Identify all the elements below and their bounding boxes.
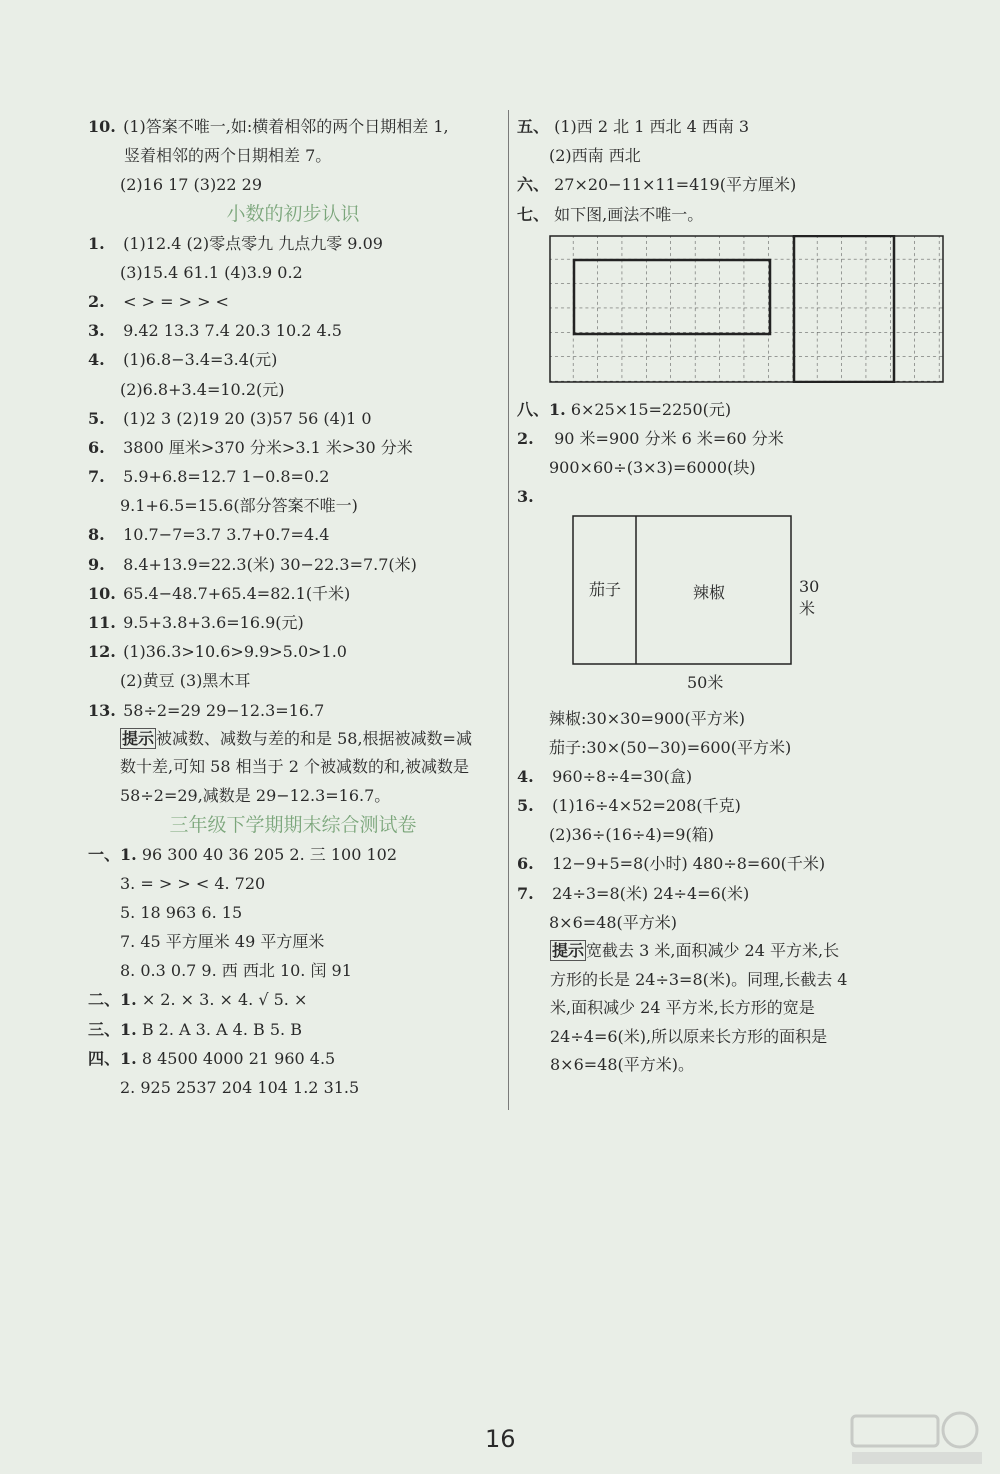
answer-text: (2)黄豆 (3)黑木耳 xyxy=(120,671,251,691)
answer-line xyxy=(88,287,498,316)
answer-text: 9.5+3.8+3.6=16.9(元) xyxy=(123,613,304,632)
answer-line xyxy=(88,491,498,520)
q10-line3: (2)16 17 (3)22 29 xyxy=(120,175,263,195)
answer-line xyxy=(88,608,498,637)
answer-line xyxy=(88,433,498,462)
drawing-grid xyxy=(549,235,957,387)
decimals-answers xyxy=(88,229,498,725)
answer-line xyxy=(517,395,957,424)
answer-line xyxy=(88,927,498,956)
question-number: 四、1. xyxy=(88,1048,137,1068)
answer-line xyxy=(517,733,957,762)
question-number: 7. xyxy=(88,467,105,487)
answer-text: (1)6.8−3.4=3.4(元) xyxy=(123,350,278,370)
answer-text: 茄子:30×(50−30)=600(平方米) xyxy=(549,737,792,757)
answer-text: (2)36÷(16÷4)=9(箱) xyxy=(549,825,714,845)
hint-label: 提示 xyxy=(552,941,585,960)
q10-line1 xyxy=(88,112,498,141)
question-number: 13. xyxy=(88,700,116,720)
question-number: 4. xyxy=(88,350,105,370)
answer-line xyxy=(88,1015,498,1044)
answer-line xyxy=(517,453,957,482)
answer-text: 9.42 13.3 7.4 20.3 10.2 4.5 xyxy=(123,321,342,341)
side-length-label: 30米 xyxy=(799,576,820,618)
answer-text: (1)16÷4×52=208(千克) xyxy=(552,796,741,816)
answer-line xyxy=(88,869,498,898)
pepper-label: 辣椒 xyxy=(693,582,726,602)
answer-line xyxy=(517,704,957,733)
answer-text: 900×60÷(3×3)=6000(块) xyxy=(549,458,756,478)
question-number: 六、 xyxy=(517,175,550,195)
answer-text: 960÷8÷4=30(盒) xyxy=(552,766,693,786)
garden-diagram xyxy=(549,514,829,704)
answer-text: 24÷3=8(米) 24÷4=6(米) xyxy=(552,883,750,903)
answer-line xyxy=(517,791,957,820)
question-number: 6. xyxy=(517,854,534,874)
answer-line xyxy=(88,316,498,345)
answer-line xyxy=(517,141,957,170)
answer-text: (1)12.4 (2)零点零九 九点九零 9.09 xyxy=(123,233,383,253)
answer-line xyxy=(88,956,498,985)
answer-text: (2)西南 西北 xyxy=(549,146,641,166)
answer-text: 65.4−48.7+65.4=82.1(千米) xyxy=(123,583,351,603)
answer-text: B 2. A 3. A 4. B 5. B xyxy=(141,1019,302,1039)
right-column xyxy=(517,112,957,1080)
question-number: 3. xyxy=(517,487,534,507)
answer-text: 8. 0.3 0.7 9. 西 西北 10. 闰 91 xyxy=(120,961,352,981)
answer-line xyxy=(517,762,957,791)
answer-line xyxy=(88,666,498,695)
exam-answers xyxy=(88,840,498,1103)
answer-line xyxy=(517,820,957,849)
answer-line xyxy=(88,550,498,579)
answer-line xyxy=(88,696,498,725)
hint-label: 提示 xyxy=(122,728,155,748)
watermark-logo xyxy=(848,1408,988,1468)
answer-line xyxy=(88,404,498,433)
answer-line xyxy=(517,112,957,141)
answer-line xyxy=(88,520,498,549)
answer-line xyxy=(88,258,498,287)
answer-line xyxy=(88,840,498,869)
column-divider xyxy=(508,110,509,1110)
answer-text: 90 米=900 分米 6 米=60 分米 xyxy=(554,428,784,448)
answer-line xyxy=(88,229,498,258)
q10-line2: 竖着相邻的两个日期相差 7。 xyxy=(124,146,332,166)
answer-line xyxy=(517,482,957,511)
answer-line xyxy=(517,879,957,908)
answer-line xyxy=(88,375,498,404)
question-number: 三、1. xyxy=(88,1019,137,1039)
answer-text: 3800 厘米>370 分米>3.1 米>30 分米 xyxy=(123,437,413,457)
answer-line xyxy=(88,985,498,1014)
question-number: 七、 xyxy=(517,204,550,224)
answer-line xyxy=(88,345,498,374)
answer-text: 10.7−7=3.7 3.7+0.7=4.4 xyxy=(123,525,330,545)
answer-text: 8.4+13.9=22.3(米) 30−22.3=7.7(米) xyxy=(123,554,417,574)
question-number: 3. xyxy=(88,321,105,341)
right-bottom-answers xyxy=(517,704,957,938)
answer-line xyxy=(517,170,957,199)
right-top-answers xyxy=(517,112,957,229)
question-number: 8. xyxy=(88,525,105,545)
answer-line xyxy=(88,462,498,491)
right-mid-answers xyxy=(517,395,957,512)
bottom-length-label: 50米 xyxy=(687,672,724,692)
answer-line xyxy=(517,849,957,878)
answer-line xyxy=(517,200,957,229)
answer-text: 7. 45 平方厘米 49 平方厘米 xyxy=(120,932,325,952)
question-number: 1. xyxy=(88,233,105,253)
question-number: 9. xyxy=(88,554,105,574)
answer-text: < > = > > < xyxy=(123,291,229,311)
answer-line xyxy=(517,424,957,453)
answer-text: × 2. × 3. × 4. √ 5. × xyxy=(141,990,308,1010)
question-number: 2. xyxy=(88,291,105,311)
answer-line xyxy=(88,1044,498,1073)
section-title-decimals: 小数的初步认识 xyxy=(226,202,360,225)
question-number: 一、1. xyxy=(88,844,137,864)
answer-text: (3)15.4 61.1 (4)3.9 0.2 xyxy=(120,262,303,282)
question-number: 5. xyxy=(88,408,105,428)
question-number: 八、1. xyxy=(517,399,566,419)
hint-text: 被减数、减数与差的和是 58,根据被减数=减数十差,可知 58 相当于 2 个被减数的和,被减数是 58÷2=29,减数是 29−12.3=16.7。 xyxy=(120,728,472,805)
answer-line xyxy=(88,898,498,927)
question-number: 2. xyxy=(517,428,534,448)
answer-text: (1)36.3>10.6>9.9>5.0>1.0 xyxy=(123,642,347,662)
q10-number: 10. xyxy=(88,117,116,136)
grid-outline xyxy=(550,236,943,382)
question-number: 7. xyxy=(517,883,534,903)
answer-text: 8×6=48(平方米) xyxy=(549,912,678,932)
answer-line xyxy=(88,1073,498,1102)
hint-text: 宽截去 3 米,面积减少 24 平方米,长方形的长是 24÷3=8(米)。同理,长截去 4 米,面积减少 24 平方米,长方形的宽是 24÷4=6(米),所以原来长方形的面积是 8×6=48(平方米)。 xyxy=(550,941,848,1075)
answer-line xyxy=(517,908,957,937)
question-number: 6. xyxy=(88,437,105,457)
answer-text: 5.9+6.8=12.7 1−0.8=0.2 xyxy=(123,467,330,487)
answer-text: 27×20−11×11=419(平方厘米) xyxy=(554,175,797,195)
question-number: 五、 xyxy=(517,117,550,136)
answer-text: 辣椒:30×30=900(平方米) xyxy=(549,708,745,728)
answer-text: 96 300 40 36 205 2. 三 100 102 xyxy=(141,844,398,864)
answer-text: (1)2 3 (2)19 20 (3)57 56 (4)1 0 xyxy=(123,408,372,428)
answer-text: 6×25×15=2250(元) xyxy=(570,399,732,419)
answer-text: (1)西 2 北 1 西北 4 西南 3 xyxy=(554,117,750,136)
answer-text: 2. 925 2537 204 104 1.2 31.5 xyxy=(120,1078,360,1098)
grid-figure xyxy=(549,235,944,383)
answer-line xyxy=(88,637,498,666)
left-column xyxy=(88,112,498,1102)
question-number: 12. xyxy=(88,642,116,662)
q10-line1-text: (1)答案不唯一,如:横着相邻的两个日期相差 1, xyxy=(123,117,449,136)
question-number: 4. xyxy=(517,766,534,786)
answer-text: 5. 18 963 6. 15 xyxy=(120,902,243,922)
answer-text: 9.1+6.5=15.6(部分答案不唯一) xyxy=(120,496,358,516)
hint-block-2 xyxy=(517,937,850,1080)
answer-text: 58÷2=29 29−12.3=16.7 xyxy=(123,700,325,720)
answer-text: (2)6.8+3.4=10.2(元) xyxy=(120,379,285,399)
hint-block-1 xyxy=(88,725,480,811)
question-number: 11. xyxy=(88,613,116,632)
answer-text: 如下图,画法不唯一。 xyxy=(554,204,704,224)
watermark-graphic xyxy=(848,1408,988,1468)
question-number: 10. xyxy=(88,583,116,603)
answer-line xyxy=(88,579,498,608)
answer-text: 8 4500 4000 21 960 4.5 xyxy=(141,1048,336,1068)
eggplant-label: 茄子 xyxy=(589,579,622,599)
answer-text: 3. = > > < 4. 720 xyxy=(120,873,266,893)
question-number: 5. xyxy=(517,796,534,816)
section-title-final-exam: 三年级下学期期末综合测试卷 xyxy=(169,813,417,836)
page-number: 16 xyxy=(485,1425,516,1453)
question-number: 二、1. xyxy=(88,990,137,1010)
answer-text: 12−9+5=8(小时) 480÷8=60(千米) xyxy=(552,854,826,874)
